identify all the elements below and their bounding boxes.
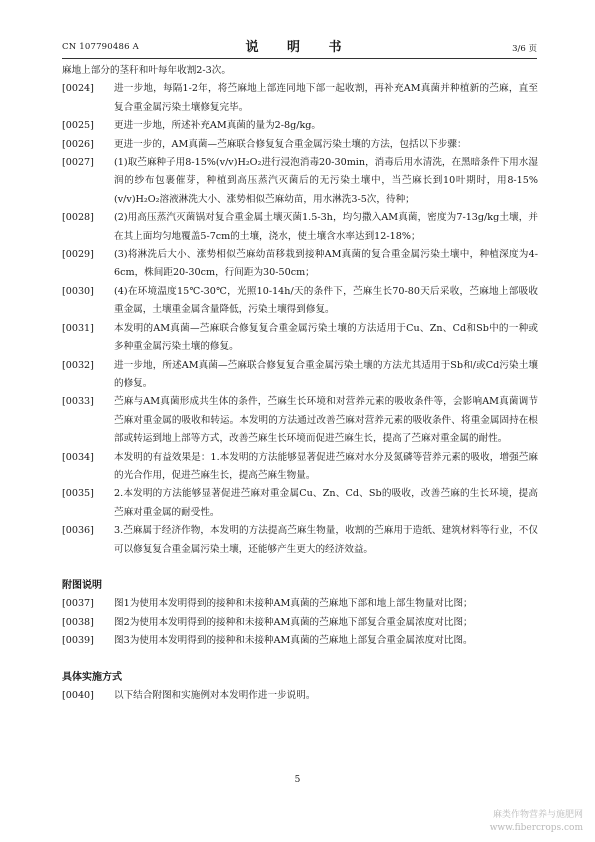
section-heading-figures: 附图说明 [62,579,102,591]
paragraph [62,154,538,209]
paragraph [62,522,538,559]
paragraph-number: [0032] [62,359,94,371]
paragraph-text: 更进一步地，所述补充AM真菌的量为2-8g/kg。 [114,120,322,132]
paragraph-number: [0031] [62,322,94,334]
paragraph-number: [0033] [62,396,94,408]
paragraph-number: [0030] [62,285,94,297]
paragraph [62,209,538,246]
paragraph-number: [0039] [62,635,94,647]
paragraph-text: 本发明的AM真菌—苎麻联合修复复合重金属污染土壤的方法适用于Cu、Zn、Cd和Sb中的一种或多种重金属污染土壤的修复。 [114,322,538,353]
patent-number: CN 107790486 A [62,42,139,52]
watermark-title: 麻类作物营养与施肥网 [492,810,583,820]
section-heading-embodiment: 具体实施方式 [62,671,122,683]
page-indicator: 3/6 页 [512,44,537,54]
paragraph [62,80,538,117]
paragraph-number: [0028] [62,212,94,224]
paragraph-number: [0037] [62,598,94,610]
paragraph-number: [0025] [62,120,94,132]
paragraph-group-main [62,62,538,559]
watermark-url: www.fibercrops.com [489,823,583,833]
paragraph [62,246,538,283]
paragraph-group-figures [62,595,538,650]
paragraph-number: [0038] [62,616,94,628]
paragraph-text: 进一步地，每隔1-2年，将苎麻地上部连同地下部一起收割，再补充AM真菌并种植新的苎麻，直至复合重金属污染土壤修复完毕。 [114,83,538,113]
paragraph-number: [0034] [62,451,94,463]
page-number: 5 [294,775,301,785]
paragraph-text: 图3为使用本发明得到的接种和未接种AM真菌的苎麻地上部复合重金属浓度对比图。 [114,635,473,647]
paragraph [62,632,538,650]
paragraph [62,136,538,154]
paragraph [62,485,538,522]
paragraph-number: [0035] [62,488,94,500]
document-body [62,62,538,705]
paragraph-number: [0040] [62,690,94,701]
paragraph [62,614,538,632]
paragraph-number: [0036] [62,525,94,537]
paragraph [62,595,538,613]
paragraph-text: 3.苎麻属于经济作物，本发明的方法提高苎麻生物量，收割的苎麻用于造纸、建筑材料等行业，不仅可以修复复合重金属污染土壤，还能够产生更大的经济效益。 [114,525,538,555]
paragraph [62,117,538,135]
paragraph-text: 2.本发明的方法能够显著促进苎麻对重金属Cu、Zn、Cd、Sb的吸收，改善苎麻的生长环境，提高苎麻对重金属的耐受性。 [114,488,538,518]
paragraph-text: 进一步地，所述AM真菌—苎麻联合修复复合重金属污染土壤的方法尤其适用于Sb和/或Cd污染土壤的修复。 [114,359,538,389]
paragraph [62,449,538,486]
paragraph-text: 图2为使用本发明得到的接种和未接种AM真菌的苎麻地下部复合重金属浓度对比图； [114,616,473,628]
paragraph-text: (3)将淋洗后大小、涨势相似苎麻幼苗移栽到接种AM真菌的复合重金属污染土壤中，种植深度为4-6cm，株间距20-30cm，行间距为30-50cm； [114,249,538,279]
paragraph-text: 本发明的有益效果是：1.本发明的方法能够显著促进苎麻对水分及氮磷等营养元素的吸收，增强苎麻的光合作用，促进苎麻生长，提高苎麻生物量。 [114,451,538,481]
paragraph-text: (2)用高压蒸汽灭菌锅对复合重金属土壤灭菌1.5-3h，均匀撒入AM真菌，密度为7-13g/kg土壤，并在其上面均匀地覆盖5-7cm的土壤，浇水，使土壤含水率达到12-18%； [114,212,538,242]
paragraph-text: 苎麻与AM真菌形成共生体的条件，苎麻生长环境和对营养元素的吸收条件等，会影响AM真菌调节苎麻对重金属的吸收和转运。本发明的方法通过改善苎麻对营养元素的吸收条件、将重金属固持在根部或转运到地上部等方式，改善苎麻生长环境而促进苎麻生长，提高了苎麻对重金属的耐性。 [114,396,538,445]
paragraph [62,320,538,357]
document-title: 说 明 书 [245,40,354,55]
paragraph-text: 更进一步的，AM真菌—苎麻联合修复复合重金属污染土壤的方法，包括以下步骤： [114,138,467,150]
paragraph-number: [0027] [62,157,94,169]
paragraph-text: 麻地上部分的茎秆和叶每年收割2-3次。 [62,65,231,76]
paragraph [62,62,538,80]
paragraph-text: (1)取苎麻种子用8-15%(v/v)H₂O₂进行浸泡消毒20-30min，消毒后用水清洗，在黑暗条件下用水湿润的纱布包裹催芽，种植到高压蒸汽灭菌后的无污染土壤中，当苎麻长到10叶期时，用8-15%(v/v)H₂O₂溶液淋洗大小、涨势相似苎麻幼苗，用水淋洗3-5次，待种； [114,157,538,205]
watermark [490,809,583,835]
header-rule [62,58,537,59]
paragraph [62,687,538,705]
paragraph [62,283,538,320]
paragraph [62,393,538,448]
page-header [62,36,537,56]
paragraph [62,357,538,394]
paragraph-group-embodiment [62,687,538,705]
paragraph-number: [0029] [62,249,94,261]
paragraph-number: [0026] [62,138,94,150]
paragraph-text: 图1为使用本发明得到的接种和未接种AM真菌的苎麻地下部和地上部生物量对比图； [114,598,473,610]
paragraph-number: [0024] [62,83,94,95]
paragraph-text: (4)在环境温度15℃-30℃，光照10-14h/天的条件下，苎麻生长70-80天后采收，苎麻地上部吸收重金属，土壤重金属含量降低，污染土壤得到修复。 [114,285,538,316]
paragraph-text: 以下结合附图和实施例对本发明作进一步说明。 [114,690,316,701]
